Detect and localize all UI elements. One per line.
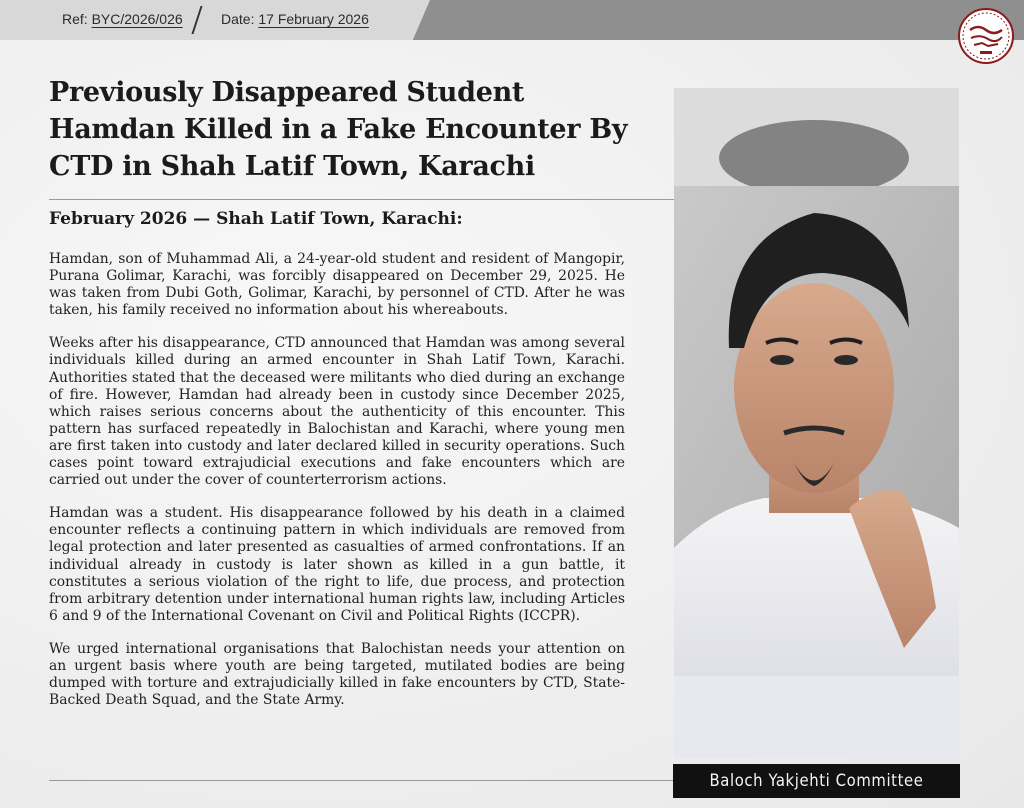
header-bar [0,0,1024,40]
byc-logo-icon [958,8,1014,64]
ref-value: BYC/2026/026 [91,11,183,27]
paragraph: Hamdan, son of Muhammad Ali, a 24-year-old student and resident of Mangopir, Purana Golimar, Karachi, was forcibly disappeared on December 29, 2025. He was taken from Dubi Goth, Golimar, Karachi, by personnel of CTD. After he was taken, his family received no information about his whereabouts. [49,251,625,319]
article-body [49,251,625,725]
reference-number [62,11,183,27]
date-value: 17 February 2026 [258,11,369,27]
page-title: Previously Disappeared Student Hamdan Killed in a Fake Encounter By CTD in Shah Latif Town, Karachi [49,77,628,182]
portrait-photo [674,88,959,758]
footer-divider [49,780,679,781]
paragraph: Weeks after his disappearance, CTD announced that Hamdan was among several individuals killed during an armed encounter in Shah Latif Town, Karachi. Authorities stated that the deceased were militants who died during an exchange of fire. However, Hamdan had already been in custody since December 2025, which raises serious concerns about the authenticity of this encounter. This pattern has surfaced repeatedly in Balochistan and Karachi, where young men are first taken into custody and later declared killed in security operations. Such cases point toward extrajudicial executions and fake encounters which are carried out under the cover of counterterrorism actions. [49,335,625,489]
document-date [221,11,369,27]
date-label: Date: [221,11,255,27]
photo-caption: Baloch Yakjehti Committee [673,764,960,798]
paragraph: Hamdan was a student. His disappearance followed by his death in a claimed encounter reflects a continuing pattern in which individuals are removed from legal protection and later presented as casualties of armed confrontations. If an individual already in custody is later shown as killed in a gun battle, it constitutes a serious violation of the right to life, due process, and protection from arbitrary detention under international human rights law, including Articles 6 and 9 of the International Covenant on Civil and Political Rights (ICCPR). [49,505,625,624]
dateline: February 2026 — Shah Latif Town, Karachi: [49,209,463,229]
ref-label: Ref: [62,11,88,27]
paragraph: We urged international organisations that Balochistan needs your attention on an urgent basis where youth are being targeted, mutilated bodies are being dumped with torture and extrajudicially killed in fake encounters by CTD, State-Backed Death Squad, and the State Army. [49,640,625,709]
title-divider [49,199,679,200]
